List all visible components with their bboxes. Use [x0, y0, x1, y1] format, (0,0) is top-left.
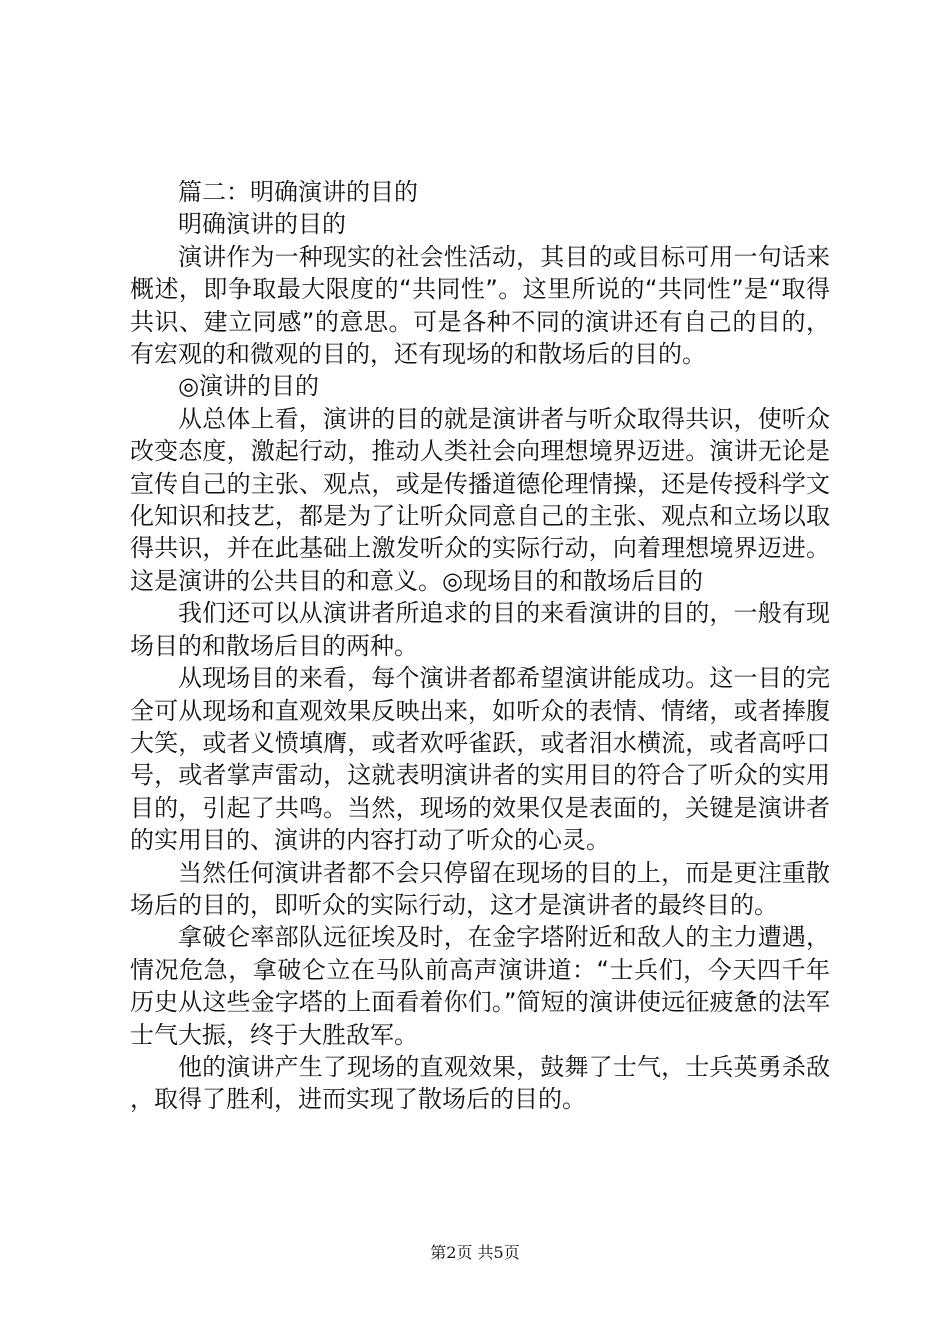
paragraph: 从现场目的来看，每个演讲者都希望演讲能成功。这一目的完全可从现场和直观效果反映出来，如听众的表情、情绪，或者捧腹大笑，或者义愤填膺，或者欢呼雀跃，或者泪水横流，或者高呼口号，或者掌声雷动，这就表明演讲者的实用目的符合了听众的实用目的，引起了共鸣。当然，现场的效果仅是表面的，关键是演讲者的实用目的、演讲的内容打动了听众的心灵。: [130, 664, 830, 855]
subsection-heading: ◎演讲的目的: [178, 372, 319, 401]
article-title: 明确演讲的目的: [178, 210, 346, 239]
document-body: [130, 176, 830, 1116]
paragraph: 演讲作为一种现实的社会性活动，其目的或目标可用一句话来概述，即争取最大限度的“共同性”。这里所说的“共同性”是“取得共识、建立同感”的意思。可是各种不同的演讲还有自己的目的，有宏观的和微观的目的，还有现场的和散场后的目的。: [130, 242, 830, 369]
page-number-footer: 第2页 共5页: [430, 1243, 520, 1262]
paragraph: 拿破仑率部队远征埃及时，在金字塔附近和敌人的主力遭遇，情况危急，拿破仑立在马队前高声演讲道：“士兵们，今天四千年历史从这些金字塔的上面看着你们。”简短的演讲使远征疲惫的法军士气大振，终于大胜敌军。: [130, 923, 830, 1049]
paragraph: 从总体上看，演讲的目的就是演讲者与听众取得共识，使听众改变态度，激起行动，推动人类社会向理想境界迈进。演讲无论是宣传自己的主张、观点，或是传播道德伦理情操，还是传授科学文化知识和技艺，都是为了让听众同意自己的主张、观点和立场以取得共识，并在此基础上激发听众的实际行动，向着理想境界迈进。这是演讲的公共目的和意义。◎现场目的和散场后目的: [130, 404, 830, 595]
paragraph: 他的演讲产生了现场的直观效果，鼓舞了士气，士兵英勇杀敌，取得了胜利，进而实现了散场后的目的。: [130, 1052, 830, 1114]
section-heading: 篇二：明确演讲的目的: [178, 178, 418, 206]
paragraph: 当然任何演讲者都不会只停留在现场的目的上，而是更注重散场后的目的，即听众的实际行动，这才是演讲者的最终目的。: [130, 858, 830, 919]
paragraph: 我们还可以从演讲者所追求的目的来看演讲的目的，一般有现场目的和散场后目的两种。: [130, 599, 830, 660]
